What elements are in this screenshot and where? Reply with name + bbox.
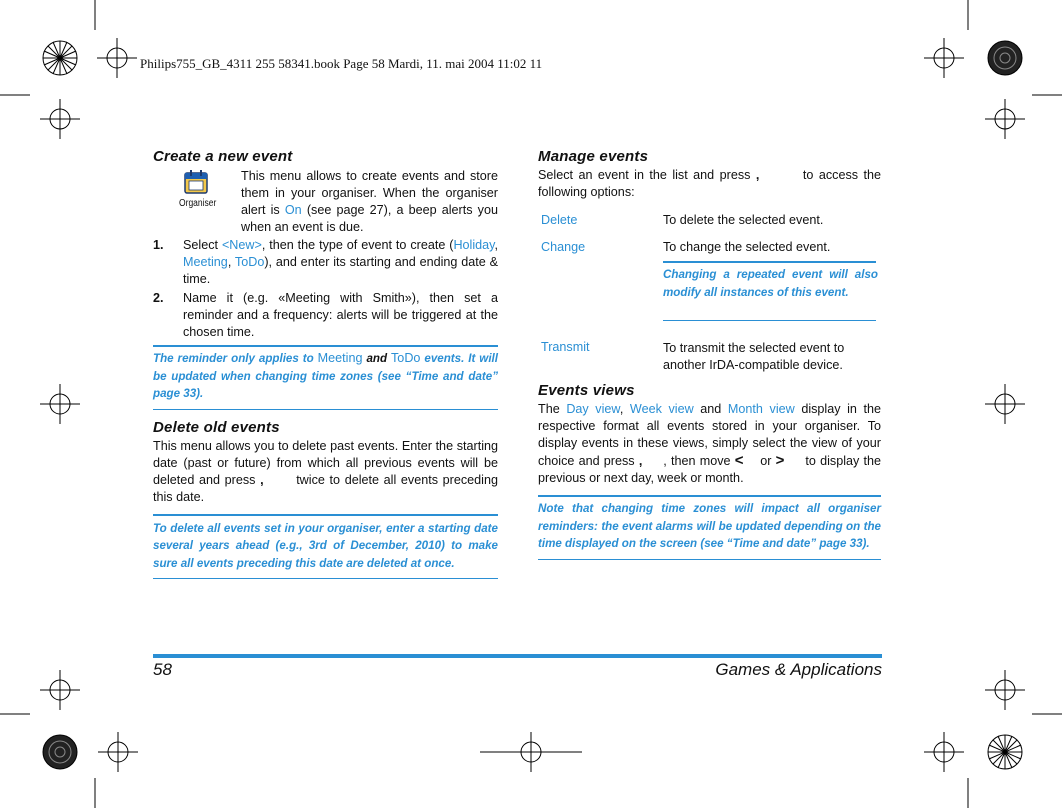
starburst-bottom-right bbox=[988, 735, 1022, 769]
registration-mark-left-3 bbox=[40, 670, 80, 710]
registration-mark-bottom-2 bbox=[480, 732, 582, 772]
option-delete-desc: To delete the selected event. bbox=[663, 213, 824, 227]
calendar-icon bbox=[182, 170, 210, 196]
registration-mark-left-2 bbox=[40, 384, 80, 424]
create-event-steps bbox=[153, 237, 498, 341]
option-change-name: Change bbox=[541, 240, 586, 254]
delete-note-rule-bottom bbox=[153, 578, 498, 579]
option-delete-name: Delete bbox=[541, 213, 578, 227]
create-event-heading: Create a new event bbox=[153, 148, 293, 165]
delete-events-paragraph: This menu allows you to delete past events. Enter the starting date (past or future) from which all previous events will be deleted and press , twice to delete all events preceding this date. bbox=[153, 438, 498, 504]
right-arrow-key-icon: > bbox=[775, 452, 785, 469]
right-column bbox=[538, 148, 881, 560]
registration-mark-bottom-1 bbox=[98, 732, 138, 772]
left-column bbox=[153, 148, 498, 579]
page-number: 58 bbox=[153, 660, 172, 679]
views-note-rule-top bbox=[538, 495, 881, 497]
change-note: Changing a repeated event will also modify all instances of this event. bbox=[663, 268, 878, 299]
note-rule-bottom bbox=[153, 409, 498, 410]
change-note-rule-bottom bbox=[663, 320, 876, 321]
create-event-intro bbox=[153, 168, 498, 236]
events-views-paragraph: The Day view, Week view and Month view display in the respective format all events stored in your organiser. To display events in these views, simply select the view of your choice and press , , then move < or > to display the previous or next day, week or month. bbox=[538, 402, 882, 485]
registration-mark-right-1 bbox=[985, 99, 1025, 139]
registration-mark-top-right bbox=[924, 38, 964, 78]
events-views-heading: Events views bbox=[538, 382, 635, 399]
views-note: Note that changing time zones will impact all organiser reminders: the event alarms will be updated depending on the time displayed on the screen (see “Time and date” page 33). bbox=[538, 502, 881, 550]
registration-mark-top-left bbox=[97, 38, 137, 78]
option-transmit-desc: To transmit the selected event to another IrDA-compatible device. bbox=[663, 341, 845, 372]
manage-events-heading: Manage events bbox=[538, 148, 649, 165]
registration-mark-right-2 bbox=[985, 384, 1025, 424]
manage-options-table bbox=[538, 201, 881, 371]
create-event-paragraph: This menu allows to create events and store them in your organiser. When the organiser alert is On (see page 27), a beep alerts you when an event is due. bbox=[241, 169, 498, 234]
ok-key-icon: , bbox=[755, 168, 760, 182]
note-rule-top bbox=[153, 345, 498, 347]
change-note-rule-top bbox=[663, 261, 876, 263]
delete-note: To delete all events set in your organiser, enter a starting date several years ahead (e.g., 3rd of December, 2010) to make sure all events preceding this date are deleted at once. bbox=[153, 521, 498, 570]
delete-note-rule-top bbox=[153, 514, 498, 516]
target-top-right bbox=[988, 41, 1022, 75]
step-1: 1. Select <New>, then the type of event to create (Holiday, Meeting, ToDo), and enter its starting and ending date & time. bbox=[153, 238, 499, 286]
option-transmit-name: Transmit bbox=[541, 340, 590, 354]
step-2: 2. Name it (e.g. «Meeting with Smith»), then set a reminder and a frequency: alerts will be triggered at the chosen time. bbox=[153, 291, 498, 339]
ok-key-icon: , bbox=[638, 454, 643, 468]
option-change-desc: To change the selected event. bbox=[663, 240, 831, 254]
registration-mark-left-1 bbox=[40, 99, 80, 139]
registration-mark-right-3 bbox=[985, 670, 1025, 710]
print-header: Philips755_GB_4311 255 58341.book Page 58 Mardi, 11. mai 2004 11:02 11 bbox=[140, 56, 543, 71]
organiser-icon-label: Organiser bbox=[179, 198, 217, 209]
registration-mark-bottom-3 bbox=[924, 732, 964, 772]
organiser-icon bbox=[176, 170, 216, 209]
section-title: Games & Applications bbox=[715, 660, 882, 679]
target-bottom-left bbox=[43, 735, 77, 769]
manage-events-intro: Select an event in the list and press , to access the following options: bbox=[538, 168, 881, 199]
footer-rule bbox=[153, 654, 882, 658]
reminder-note: The reminder only applies to Meeting and ToDo events. It will be updated when changing time zones (see “Time and date” page 33). bbox=[153, 351, 498, 400]
left-arrow-key-icon: < bbox=[734, 452, 744, 469]
delete-events-heading: Delete old events bbox=[153, 418, 280, 436]
ok-key-icon: , bbox=[260, 472, 264, 487]
views-note-rule-bottom bbox=[538, 559, 881, 560]
starburst-top-left bbox=[43, 41, 77, 75]
